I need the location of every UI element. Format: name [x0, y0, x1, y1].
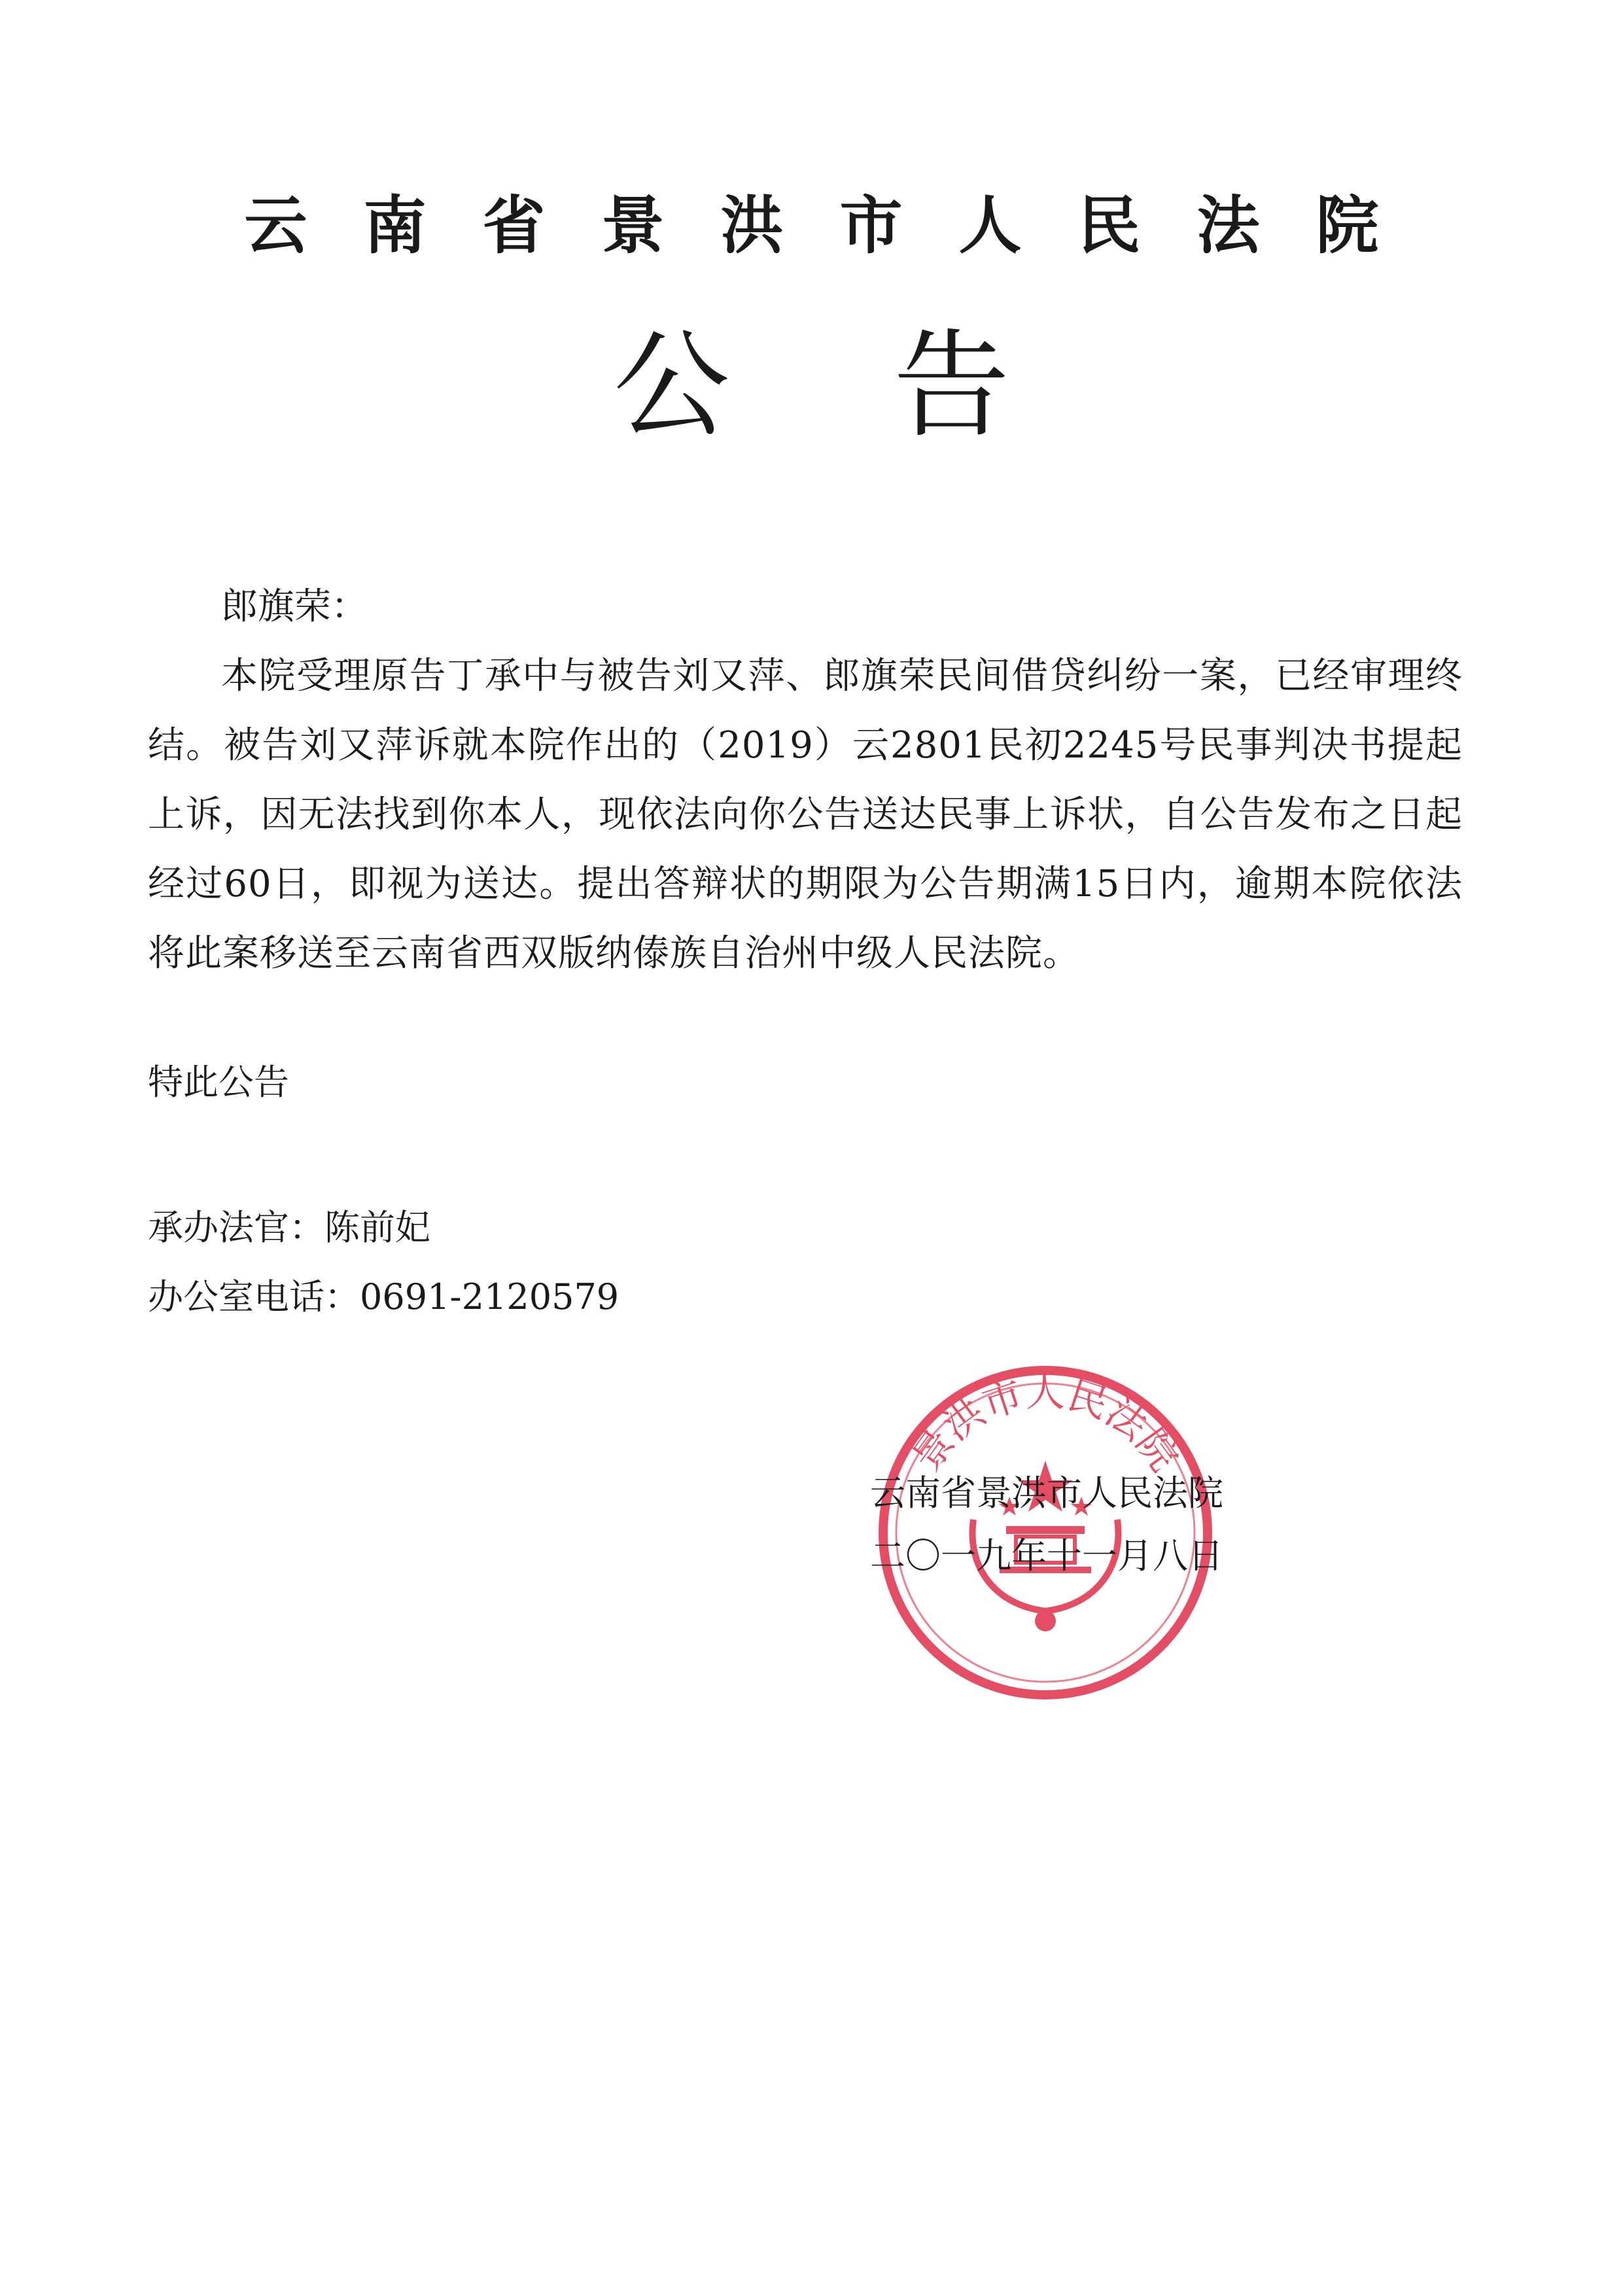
- notice-body: [148, 572, 1463, 988]
- addressee: 郎旗荣：: [221, 585, 368, 628]
- contact-block: [148, 1193, 619, 1332]
- document-title: 公告: [613, 318, 1174, 453]
- seal-text: 景洪市人民法院: [903, 1370, 1187, 1480]
- closing-phrase: 特此公告: [148, 1062, 289, 1103]
- signature-court: 云南省景洪市人民法院: [870, 1472, 1223, 1514]
- signature-date: 二〇一九年十一月八日: [870, 1535, 1223, 1576]
- court-name-heading: 云南省景洪市人民法院: [244, 189, 1435, 262]
- notice-paragraph: 本院受理原告丁承中与被告刘又萍、郎旗荣民间借贷纠纷一案，已经审理终结。被告刘又萍诉就本院作出的（2019）云2801民初2245号民事判决书提起上诉，因无法找到你本人，现依法向你公告送达民事上诉状，自公告发布之日起经过60日，即视为送达。提出答辩状的期限为公告期满15日内，逾期本院依法将此案移送至云南省西双版纳傣族自治州中级人民法院。: [148, 655, 1463, 975]
- signature-block: [850, 1462, 1243, 1588]
- judge-line: 承办法官：陈前妃: [148, 1207, 430, 1248]
- phone-line: 办公室电话：0691-2120579: [148, 1276, 620, 1317]
